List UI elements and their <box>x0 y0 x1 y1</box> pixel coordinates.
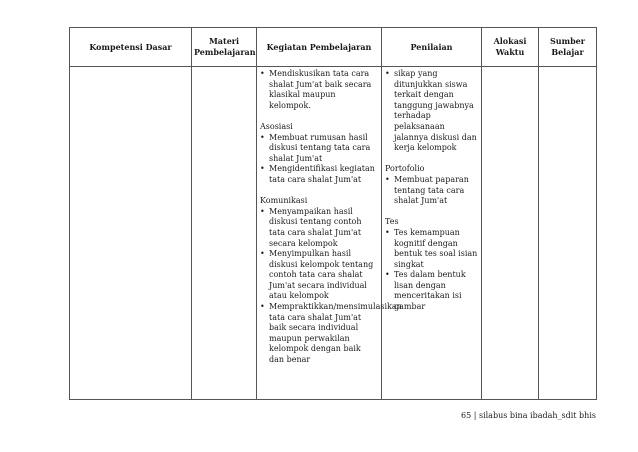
cell-kompetensi-dasar <box>70 67 192 400</box>
list-item: • Menyimpulkan hasil diskusi kelompok tentang contoh tata cara shalat Jum'at secara individual atau kelompok <box>260 249 378 302</box>
header-kegiatan-pembelajaran: Kegiatan Pembelajaran <box>257 28 382 67</box>
cell-penilaian <box>382 67 482 400</box>
list-item: • Mendiskusikan tata cara shalat Jum'at baik secara klasikal maupun kelompok. <box>260 69 378 111</box>
header-alokasi-waktu: Alokasi Waktu <box>482 28 539 67</box>
komunikasi-title: Komunikasi <box>260 196 308 206</box>
header-sumber-belajar: Sumber Belajar <box>539 28 597 67</box>
list-item: • Mempraktikkan/mensimulasikan tata cara shalat Jum'at baik secara individual maupun perwakilan kelompok dengan baik dan benar <box>260 302 378 366</box>
cell-materi-pembelajaran <box>192 67 257 400</box>
portofolio-title: Portofolio <box>385 164 425 174</box>
list-item: • sikap yang ditunjukkan siswa terkait dengan tanggung jawabnya terhadap pelaksanaan jalannya diskusi dan kerja kelompok <box>385 69 478 154</box>
list-item: • Membuat rumusan hasil diskusi tentang tata cara shalat Jum'at <box>260 133 378 165</box>
list-item: • Tes kemampuan kognitif dengan bentuk tes soal isian singkat <box>385 228 478 270</box>
header-row <box>70 28 597 67</box>
list-item: • Membuat paparan tentang tata cara shalat Jum'at <box>385 175 478 207</box>
penilaian-intro-list <box>385 69 478 154</box>
cell-sumber-belajar <box>539 67 597 400</box>
page-footer: 65 | silabus bina ibadah_sdit bhis <box>461 411 596 420</box>
header-kompetensi-dasar: Kompetensi Dasar <box>70 28 192 67</box>
cell-alokasi-waktu <box>482 67 539 400</box>
tes-title: Tes <box>385 217 399 227</box>
header-materi-pembelajaran: Materi Pembelajaran <box>192 28 257 67</box>
kegiatan-intro-list <box>260 69 378 111</box>
list-item: • Tes dalam bentuk lisan dengan menceritakan isi gambar <box>385 270 478 312</box>
list-item: • Menyampaikan hasil diskusi tentang contoh tata cara shalat Jum'at secara kelompok <box>260 207 378 249</box>
header-penilaian: Penilaian <box>382 28 482 67</box>
syllabus-table <box>69 27 597 400</box>
table-row <box>70 67 597 400</box>
asosiasi-title: Asosiasi <box>260 121 293 131</box>
list-item: • Mengidentifikasi kegiatan tata cara shalat Jum'at <box>260 164 378 185</box>
portofolio-list <box>385 175 478 207</box>
asosiasi-list <box>260 133 378 186</box>
tes-list <box>385 228 478 313</box>
